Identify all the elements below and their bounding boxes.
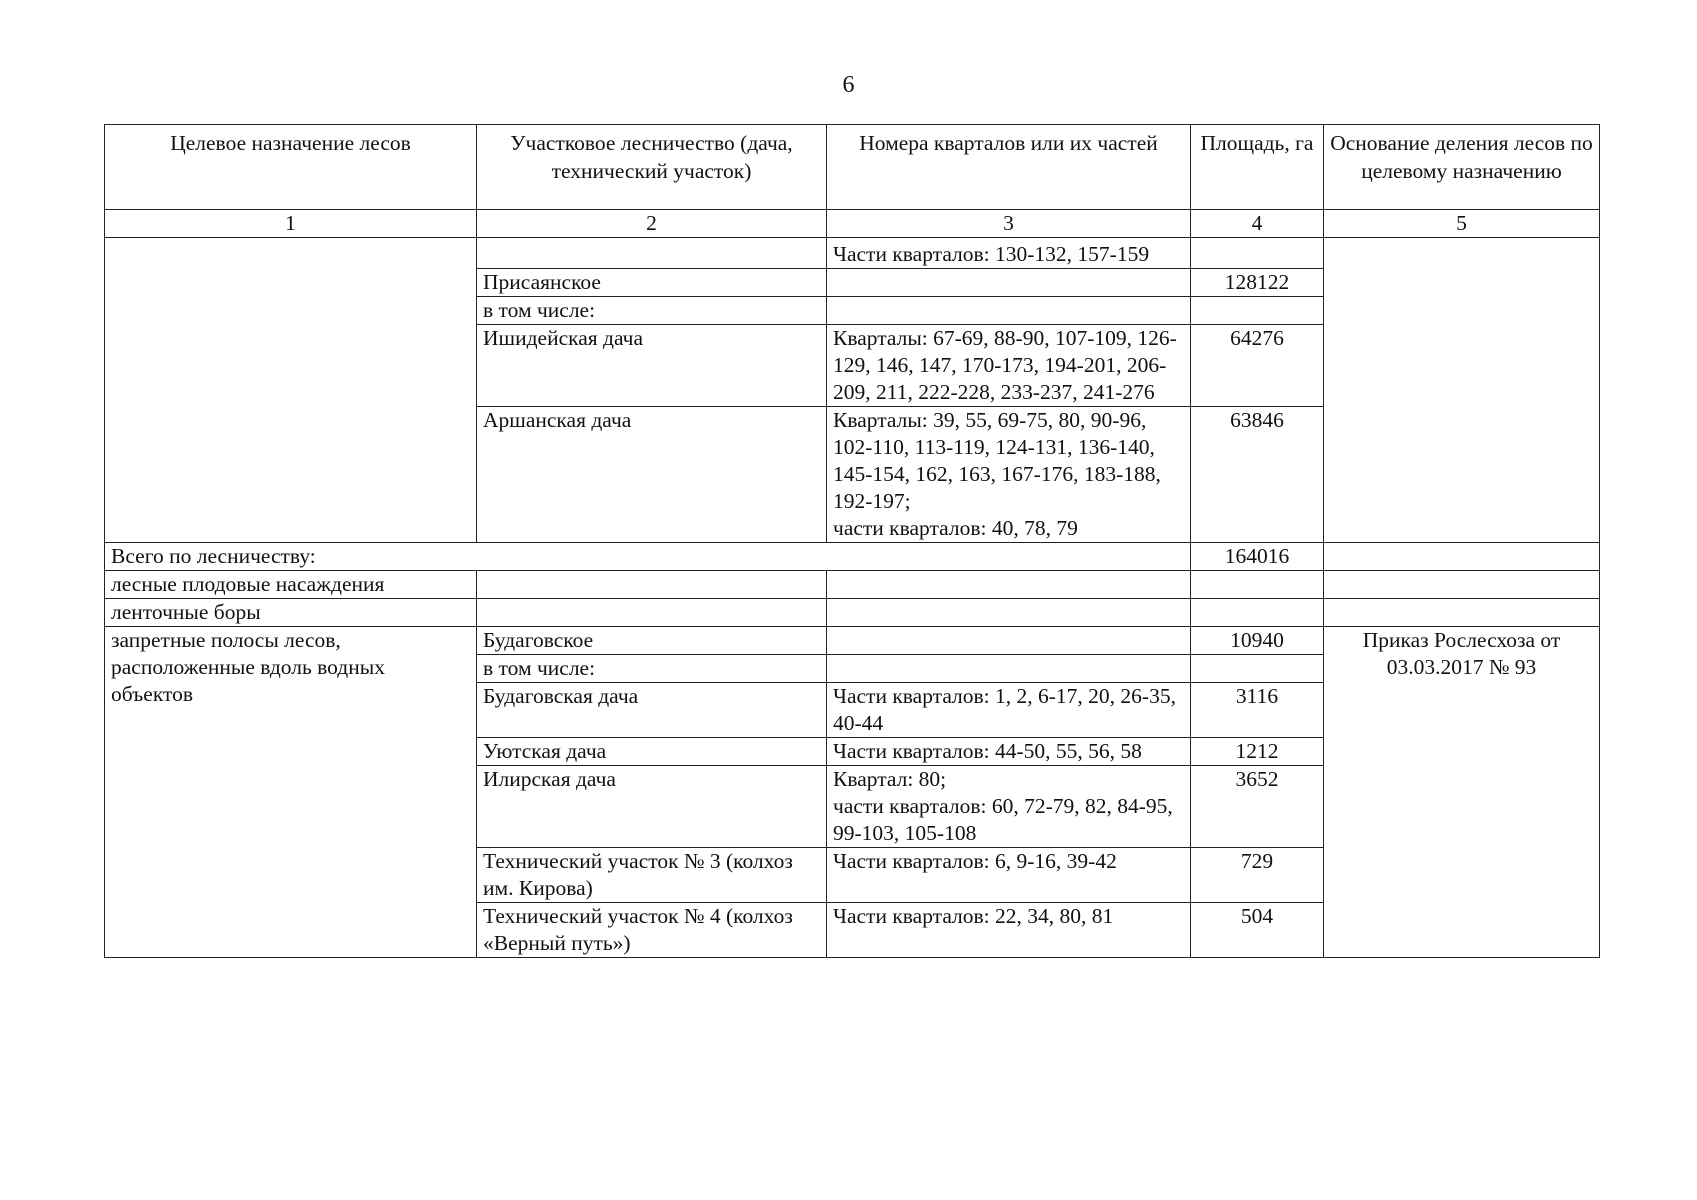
purpose-cell-empty	[105, 238, 477, 543]
quarters-cell: Части кварталов: 1, 2, 6-17, 20, 26-35, 40-44	[827, 683, 1191, 738]
column-header-area: Площадь, га	[1191, 125, 1324, 210]
area-cell: 1212	[1191, 738, 1324, 766]
quarters-cell: Части кварталов: 6, 9-16, 39-42	[827, 848, 1191, 903]
forestry-cell: в том числе:	[477, 297, 827, 325]
area-cell: 63846	[1191, 407, 1324, 543]
table-row-total	[105, 543, 1600, 571]
forestry-cell: Ишидейская дача	[477, 325, 827, 407]
quarters-cell-empty	[827, 599, 1191, 627]
area-cell-empty	[1191, 297, 1324, 325]
purpose-cell: ленточные боры	[105, 599, 477, 627]
area-cell-empty	[1191, 238, 1324, 269]
purpose-cell: лесные плодовые насаждения	[105, 571, 477, 599]
area-cell: 10940	[1191, 627, 1324, 655]
forestry-cell: Аршанская дача	[477, 407, 827, 543]
total-label: Всего по лесничеству:	[105, 543, 1191, 571]
area-cell: 504	[1191, 903, 1324, 958]
table-row	[105, 571, 1600, 599]
basis-cell-empty	[1324, 571, 1600, 599]
forestry-cell-empty	[477, 238, 827, 269]
purpose-cell: запретные полосы лесов, расположенные вдоль водных объектов	[105, 627, 477, 958]
area-cell: 164016	[1191, 543, 1324, 571]
quarters-cell-empty	[827, 297, 1191, 325]
area-cell-empty	[1191, 571, 1324, 599]
forestry-cell: Присаянское	[477, 269, 827, 297]
area-cell: 3652	[1191, 766, 1324, 848]
area-cell: 729	[1191, 848, 1324, 903]
quarters-cell: Части кварталов: 22, 34, 80, 81	[827, 903, 1191, 958]
area-cell: 3116	[1191, 683, 1324, 738]
basis-cell-empty	[1324, 238, 1600, 543]
quarters-cell	[827, 407, 1191, 543]
quarters-cell-empty	[827, 627, 1191, 655]
quarters-cell-empty	[827, 571, 1191, 599]
quarters-cell-empty	[827, 269, 1191, 297]
header-row	[105, 125, 1600, 210]
column-number: 3	[827, 210, 1191, 238]
column-header-quarters: Номера кварталов или их частей	[827, 125, 1191, 210]
area-cell-empty	[1191, 599, 1324, 627]
table-row	[105, 599, 1600, 627]
quarters-cell-empty	[827, 655, 1191, 683]
basis-cell-empty	[1324, 599, 1600, 627]
quarters-text: Квартал: 80;	[833, 767, 947, 791]
forestry-cell-empty	[477, 599, 827, 627]
column-number: 1	[105, 210, 477, 238]
column-header-forestry: Участковое лесничество (дача, технический участок)	[477, 125, 827, 210]
quarters-text: части кварталов: 60, 72-79, 82, 84-95, 99-103, 105-108	[833, 794, 1173, 845]
forestry-cell: Технический участок № 3 (колхоз им. Кирова)	[477, 848, 827, 903]
quarters-cell: Кварталы: 67-69, 88-90, 107-109, 126-129, 146, 147, 170-173, 194-201, 206-209, 211, 222-228, 233-237, 241-276	[827, 325, 1191, 407]
basis-cell-empty	[1324, 543, 1600, 571]
forestry-cell: Уютская дача	[477, 738, 827, 766]
column-header-basis: Основание деления лесов по целевому назначению	[1324, 125, 1600, 210]
column-number: 2	[477, 210, 827, 238]
quarters-cell	[827, 766, 1191, 848]
basis-cell: Приказ Рослесхоза от 03.03.2017 № 93	[1324, 627, 1600, 958]
area-cell-empty	[1191, 655, 1324, 683]
forestry-cell: Будаговское	[477, 627, 827, 655]
quarters-text: части кварталов: 40, 78, 79	[833, 516, 1078, 540]
forest-purpose-table	[104, 124, 1600, 958]
column-header-purpose: Целевое назначение лесов	[105, 125, 477, 210]
area-cell: 64276	[1191, 325, 1324, 407]
quarters-cell: Части кварталов: 130-132, 157-159	[827, 238, 1191, 269]
table-row	[105, 627, 1600, 655]
forestry-cell: Технический участок № 4 (колхоз «Верный путь»)	[477, 903, 827, 958]
column-number-row	[105, 210, 1600, 238]
forestry-cell-empty	[477, 571, 827, 599]
page-number: 6	[842, 72, 855, 98]
table-row	[105, 238, 1600, 269]
area-cell: 128122	[1191, 269, 1324, 297]
quarters-text: Кварталы: 39, 55, 69-75, 80, 90-96, 102-110, 113-119, 124-131, 136-140, 145-154, 162, 163, 167-176, 183-188, 192-197;	[833, 408, 1161, 513]
quarters-cell: Части кварталов: 44-50, 55, 56, 58	[827, 738, 1191, 766]
column-number: 4	[1191, 210, 1324, 238]
forestry-cell: в том числе:	[477, 655, 827, 683]
forestry-cell: Илирская дача	[477, 766, 827, 848]
column-number: 5	[1324, 210, 1600, 238]
forestry-cell: Будаговская дача	[477, 683, 827, 738]
